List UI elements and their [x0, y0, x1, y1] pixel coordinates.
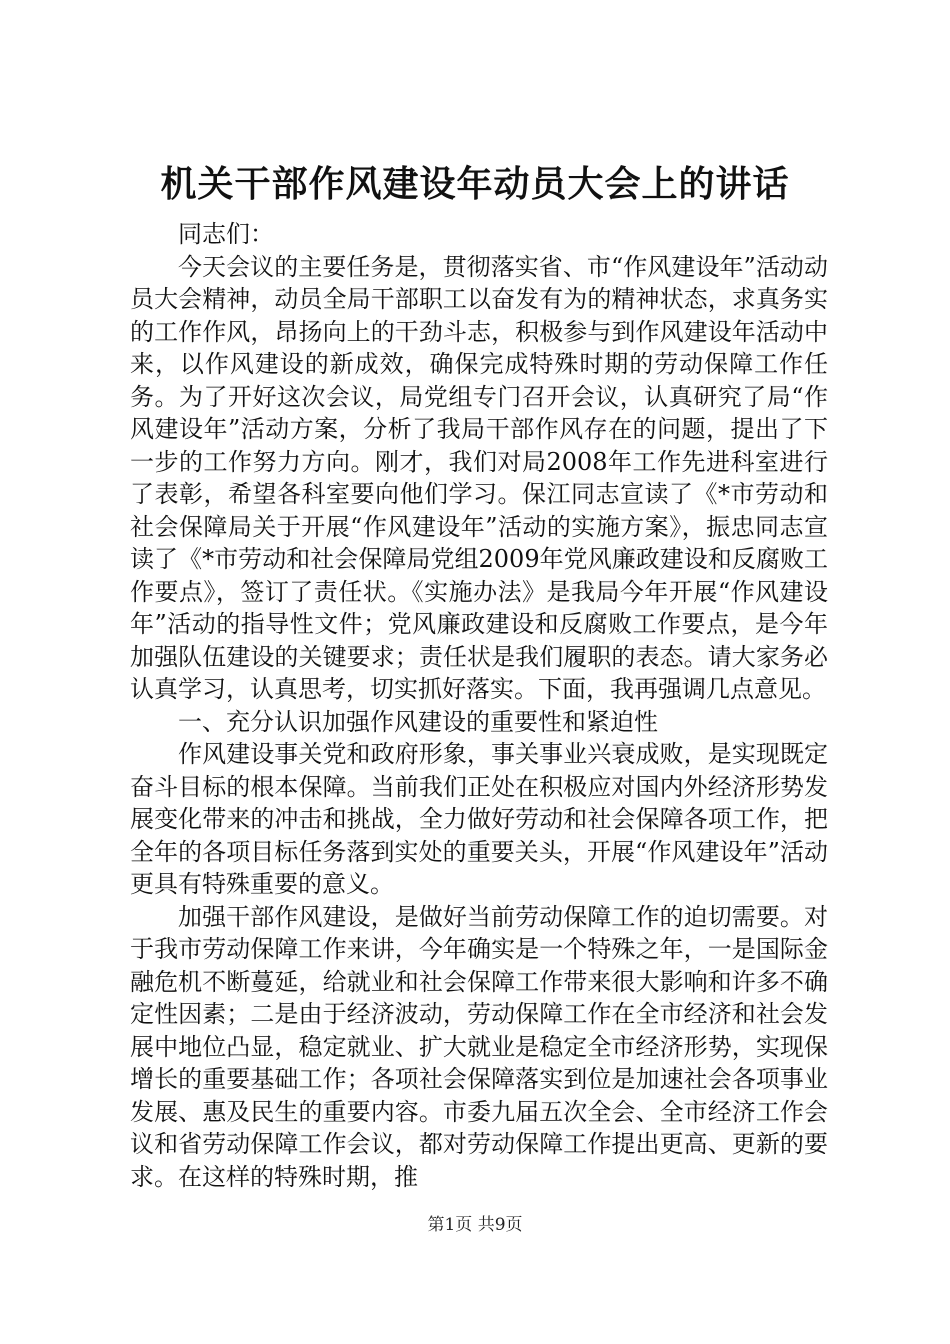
section-heading: 一、充分认识加强作风建设的重要性和紧迫性 — [178, 707, 658, 736]
salutation: 同志们： — [178, 220, 274, 248]
paragraph-significance: 作风建设事关党和政府形象，事关事业兴衰成败，是实现既定奋斗目标的根本保障。当前我们正处在积极应对国内外经济形势发展变化带来的冲击和挑战，全力做好劳动和社会保障各项工作，把全年的各项目标任务落到实处的重要关头，开展“作风建设年”活动更具有特殊重要的意义。 — [130, 740, 828, 898]
document-title: 机关干部作风建设年动员大会上的讲话 — [160, 163, 790, 205]
page-number-footer: 第1页 共9页 — [427, 1215, 523, 1235]
document-body — [130, 218, 828, 1193]
paragraph-intro: 今天会议的主要任务是，贯彻落实省、市“作风建设年”活动动员大会精神，动员全局干部职工以奋发有为的精神状态，求真务实的工作作风，昂扬向上的干劲斗志，积极参与到作风建设年活动中来，以作风建设的新成效，确保完成特殊时期的劳动保障工作任务。为了开好这次会议，局党组专门召开会议，认真研究了局“作风建设年”活动方案，分析了我局干部作风存在的问题，提出了下一步的工作努力方向。刚才，我们对局2008年工作先进科室进行了表彰，希望各科室要向他们学习。保江同志宣读了《*市劳动和社会保障局关于开展“作风建设年”活动的实施方案》，振忠同志宣读了《*市劳动和社会保障局党组2009年党风廉政建设和反腐败工作要点》，签订了责任状。《实施办法》是我局今年开展“作风建设年”活动的指导性文件；党风廉政建设和反腐败工作要点，是今年加强队伍建设的关键要求；责任状是我们履职的表态。请大家务必认真学习，认真思考，切实抓好落实。下面，我再强调几点意见。 — [130, 252, 828, 703]
paragraph-urgency: 加强干部作风建设，是做好当前劳动保障工作的迫切需要。对于我市劳动保障工作来讲，今年确实是一个特殊之年，一是国际金融危机不断蔓延，给就业和社会保障工作带来很大影响和许多不确定性因素；二是由于经济波动，劳动保障工作在全市经济和社会发展中地位凸显，稳定就业、扩大就业是稳定全市经济形势，实现保增长的重要基础工作；各项社会保障落实到位是加速社会各项事业发展、惠及民生的重要内容。市委九届五次全会、全市经济工作会议和省劳动保障工作会议，都对劳动保障工作提出更高、更新的要求。在这样的特殊时期，推 — [130, 902, 828, 1191]
